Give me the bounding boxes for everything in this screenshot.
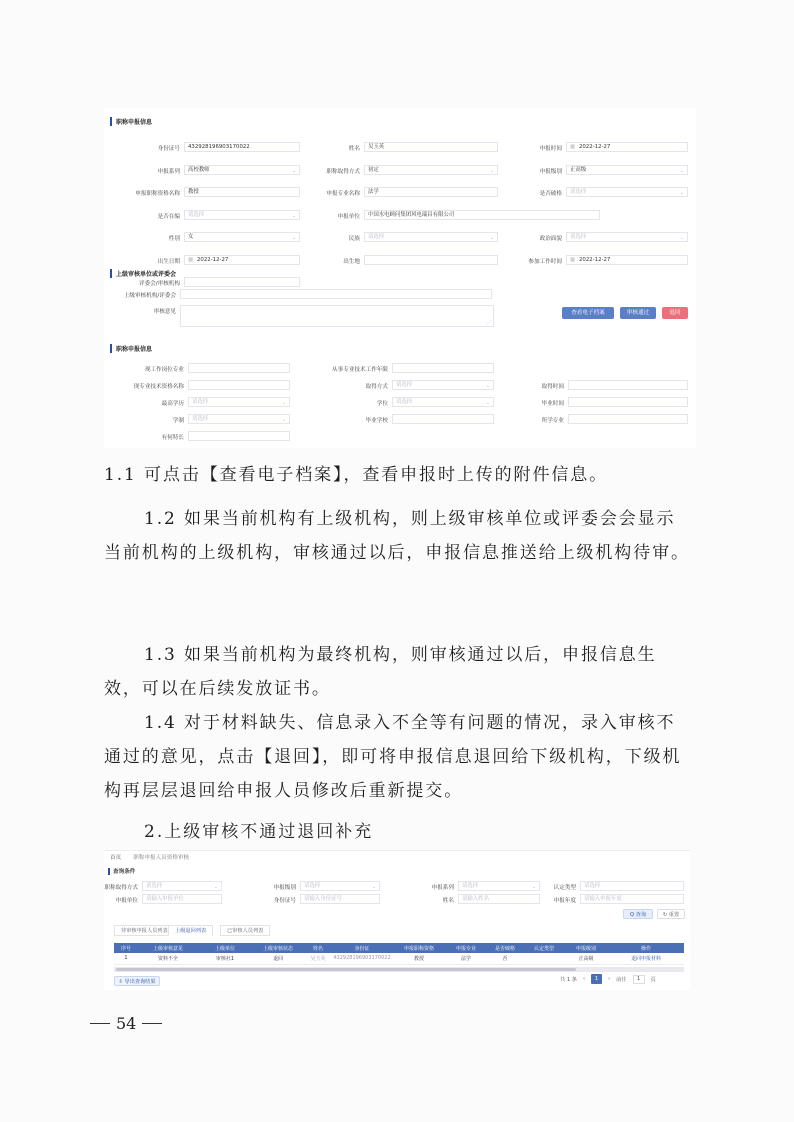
filter-filters_row1-3-label: 认定类型: [553, 885, 576, 891]
qual-3-1-field[interactable]: [392, 414, 494, 424]
filter-filters_row2-3-value: 请输入申报年度: [584, 896, 622, 902]
apply-2-2-label: 是否破格: [539, 191, 562, 197]
query-title: 查询条件: [113, 869, 136, 875]
chevron-down-icon[interactable]: ⌄: [291, 212, 296, 219]
filter-filters_row1-0-field[interactable]: [142, 881, 222, 891]
column-header: 申报级别: [564, 943, 608, 953]
apply-1-1-field[interactable]: [364, 165, 498, 175]
chevron-down-icon[interactable]: ⌄: [489, 235, 494, 241]
chevron-down-icon[interactable]: ⌄: [371, 884, 376, 890]
qual-1-0-label: 现专业技术资格名称: [133, 384, 184, 390]
filter-filters_row2-1-field[interactable]: [300, 894, 380, 904]
section-title: 职称申报信息: [116, 118, 153, 126]
tab-pending[interactable]: 待审核申报人员列表: [114, 925, 175, 936]
search-button[interactable]: Q 查询: [623, 909, 653, 919]
apply-0-0-label: 身份证号: [157, 146, 180, 152]
filter-filters_row1-1-field[interactable]: [300, 881, 380, 891]
qual-3-0-value: 请选择: [192, 416, 209, 422]
apply-4-0-label: 性别: [168, 236, 180, 242]
horizontal-scrollbar[interactable]: [114, 967, 684, 972]
apply-1-2-field[interactable]: [566, 165, 688, 175]
apply-5-1-field[interactable]: [364, 255, 498, 265]
filter-filters_row1-2-label: 申报系列: [431, 885, 454, 891]
filter-filters_row1-1-label: 申报级别: [273, 885, 296, 891]
qual-4-0-label: 有何特长: [161, 435, 184, 441]
scrollbar-thumb[interactable]: [116, 968, 576, 971]
apply-3-0-field[interactable]: [184, 210, 300, 220]
review-opinion-label: 审核意见: [153, 309, 176, 315]
column-header: 申报专业: [446, 943, 486, 953]
apply-2-1-value: 法学: [368, 189, 379, 195]
filter-filters_row1-3-field[interactable]: [580, 881, 684, 891]
chevron-down-icon[interactable]: ⌄: [281, 417, 286, 423]
table-cell: 教授: [392, 953, 446, 964]
qual-0-1-label: 从事专业技术工作年限: [332, 367, 388, 373]
apply-4-1-label: 民族: [348, 236, 360, 242]
table-cell: 退回: [252, 953, 304, 964]
section-header-review: [110, 268, 176, 278]
chevron-down-icon[interactable]: ⌄: [485, 400, 490, 406]
table-cell: 资料不全: [138, 953, 198, 964]
apply-4-0-field[interactable]: [184, 232, 300, 242]
breadcrumb: [104, 853, 690, 863]
apply-4-2-field[interactable]: [566, 232, 688, 242]
column-header: 认定类型: [524, 943, 564, 953]
chevron-down-icon[interactable]: ⌄: [679, 190, 684, 196]
apply-0-1-value: 吴玉英: [368, 144, 385, 150]
column-header: 姓名: [304, 943, 332, 953]
return-button[interactable]: 退回: [662, 307, 688, 319]
chevron-down-icon[interactable]: ⌄: [213, 884, 218, 890]
apply-1-0-label: 申报系列: [157, 168, 180, 175]
section-accent-bar: [110, 269, 112, 278]
qual-1-1-field[interactable]: [392, 380, 494, 390]
qual-2-1-value: 请选择: [396, 399, 413, 405]
page-number-text: 54: [116, 1014, 137, 1033]
breadcrumb-home[interactable]: 首页: [110, 855, 122, 861]
qual-0-0-field[interactable]: [188, 363, 290, 373]
apply-4-0-value: 女: [188, 234, 194, 240]
apply-3-0-value: 请选择: [188, 211, 205, 218]
applicant-table: [114, 943, 684, 965]
apply-3-1-field[interactable]: [364, 210, 600, 220]
pager-current-page[interactable]: 1: [591, 974, 602, 984]
page-number: [90, 1014, 162, 1033]
apply-5-2-label: 参加工作时间: [528, 258, 562, 265]
qual-2-0-label: 最高学历: [161, 401, 184, 407]
qual-2-0-value: 请选择: [192, 399, 209, 405]
column-header: 是否破格: [486, 943, 524, 953]
review-opinion-textarea[interactable]: [180, 305, 494, 327]
qual-0-1-field[interactable]: [392, 363, 494, 373]
filter-filters_row2-3-field[interactable]: [580, 894, 684, 904]
table-cell: 吴玉英: [304, 953, 332, 964]
column-header: 申报职称资格: [392, 943, 446, 953]
apply-5-0-value: 2022-12-27: [197, 256, 229, 263]
qual-2-2-label: 毕业时间: [541, 401, 564, 407]
apply-0-2-label: 申报时间: [539, 146, 562, 152]
apply-0-2-value: 2022-12-27: [579, 144, 611, 150]
qual-2-1-label: 学位: [376, 401, 388, 407]
filter-filters_row1-2-value: 请选择: [462, 883, 479, 889]
table-header-row: [114, 943, 684, 953]
breadcrumb-current[interactable]: 职称申报人员资格审核: [133, 855, 190, 861]
chevron-down-icon[interactable]: ⌄: [485, 383, 490, 389]
table-cell: 否: [486, 953, 524, 964]
qual-3-2-field[interactable]: [568, 414, 688, 424]
review-committee-field[interactable]: [180, 289, 492, 299]
section-header-qual: [110, 343, 152, 353]
table-cell: 1: [114, 953, 138, 964]
section-header-apply: [110, 116, 152, 126]
filter-filters_row2-0-field[interactable]: [142, 894, 222, 904]
apply-3-1-label: 申报单位: [337, 213, 360, 220]
apply-5-1-label: 出生地: [343, 258, 360, 265]
pager-goto-input[interactable]: 1: [633, 975, 645, 984]
column-header: 上级单位: [198, 943, 252, 953]
filter-filters_row1-1-value: 请选择: [304, 883, 321, 889]
apply-1-1-label: 职称取得方式: [326, 168, 360, 175]
filter-filters_row2-0-label: 申报单位: [115, 898, 138, 904]
apply-6-0-label: 评委会/审核机构: [138, 281, 180, 287]
apply-4-2-label: 政治面貌: [539, 236, 562, 242]
apply-2-0-value: 教授: [188, 189, 199, 195]
apply-5-2-value: 2022-12-27: [579, 256, 611, 263]
qual-4-0-field[interactable]: [188, 431, 290, 441]
filter-filters_row2-3-label: 申报年度: [553, 898, 576, 904]
filter-filters_row2-0-value: 请输入申报单位: [146, 896, 184, 902]
approval-form-screenshot: [104, 108, 696, 448]
apply-4-2-value: 请选择: [570, 234, 587, 240]
apply-3-0-label: 是否在编: [157, 213, 180, 220]
list-screenshot: [104, 850, 690, 990]
pager-prev-icon[interactable]: ‹: [582, 976, 586, 982]
apply-1-1-value: 初定: [368, 166, 379, 173]
export-button[interactable]: ⇩ 导出查询结果: [114, 976, 160, 986]
apply-2-2-value: 请选择: [570, 189, 587, 195]
query-header: [108, 867, 135, 875]
table-cell: 审核社1: [198, 953, 252, 964]
qual-2-1-field[interactable]: [392, 397, 494, 407]
apply-3-1-value: 中国水电顾问集团风电瑞昌有限公司: [368, 211, 455, 218]
apply-5-0-label: 出生日期: [157, 258, 180, 265]
apply-5-2-field[interactable]: [566, 255, 688, 265]
row-action-link[interactable]: 退回申报材料: [608, 953, 684, 964]
resize-grip-icon[interactable]: ⋰: [487, 320, 492, 326]
qual-3-0-label: 学制: [172, 418, 184, 424]
column-header: 序号: [114, 943, 138, 953]
apply-2-0-field[interactable]: [184, 187, 300, 197]
apply-4-1-field[interactable]: [364, 232, 498, 242]
qual-3-0-field[interactable]: [188, 414, 290, 424]
section-accent-bar: [108, 868, 110, 875]
apply-2-1-field[interactable]: [364, 187, 498, 197]
pager-page-label: 页: [650, 976, 656, 983]
column-header: 操作: [608, 943, 684, 953]
table-cell: 法学: [446, 953, 486, 964]
chevron-down-icon[interactable]: ⌄: [291, 235, 296, 241]
section-accent-bar: [110, 344, 112, 353]
section-accent-bar: [110, 117, 112, 126]
apply-1-2-label: 申报级别: [539, 168, 562, 175]
paragraph-1-2: 1.2 如果当前机构有上级机构，则上级审核单位或评委会会显示当前机构的上级机构，审核通过以后，申报信息推送给上级机构待审。: [104, 509, 690, 563]
calendar-icon: ▦: [570, 256, 576, 263]
section-title: 上级审核单位或评委会: [116, 270, 177, 278]
qual-2-2-field[interactable]: [568, 397, 688, 407]
column-header: 身份证: [332, 943, 392, 953]
table-cell: [524, 953, 564, 964]
filter-filters_row1-3-value: 请选择: [584, 883, 601, 889]
filter-filters_row2-2-value: 请输入姓名: [462, 896, 489, 902]
approve-button[interactable]: 审核通过: [620, 307, 656, 319]
qual-1-1-value: 请选择: [396, 382, 413, 388]
qual-1-2-label: 取得时间: [541, 384, 564, 390]
pager-total: 共 1 条: [560, 976, 577, 983]
pagination: [560, 974, 656, 984]
apply-1-2-value: 正高级: [570, 166, 587, 173]
chevron-down-icon[interactable]: ⌄: [291, 167, 296, 174]
apply-4-1-value: 请选择: [368, 234, 385, 240]
apply-0-2-field[interactable]: [566, 142, 688, 152]
filter-filters_row2-2-label: 姓名: [442, 898, 454, 904]
column-header: 上级审核状态: [252, 943, 304, 953]
apply-2-0-label: 申报职称资格名称: [135, 191, 180, 197]
chevron-down-icon[interactable]: ⌄: [679, 167, 684, 174]
qual-1-0-field[interactable]: [188, 380, 290, 390]
dash-left: [90, 1023, 110, 1024]
review-committee-label: 上级审核机构/评委会: [123, 293, 176, 299]
chevron-down-icon[interactable]: ⌄: [489, 167, 494, 174]
apply-1-0-field[interactable]: [184, 165, 300, 175]
pager-goto-label: 前往: [616, 976, 627, 983]
filter-filters_row1-0-value: 请选择: [146, 883, 163, 889]
apply-5-0-field[interactable]: [184, 255, 300, 265]
filter-filters_row1-0-label: 职称取得方式: [104, 885, 138, 891]
pager-next-icon[interactable]: ›: [608, 976, 611, 982]
tab-reviewed[interactable]: 已审核人员列表: [220, 925, 270, 936]
filter-filters_row2-1-value: 请输入身份证号: [304, 896, 342, 902]
apply-0-0-value: 432928196903170022: [188, 144, 250, 150]
apply-0-1-field[interactable]: [364, 142, 498, 152]
apply-6-0-field[interactable]: [184, 277, 300, 287]
qual-1-2-field[interactable]: [568, 380, 688, 390]
chevron-down-icon[interactable]: ⌄: [679, 235, 684, 241]
qual-0-0-label: 现工作岗位专业: [144, 367, 184, 373]
apply-2-1-label: 申报专业名称: [326, 191, 360, 197]
apply-2-2-field[interactable]: [566, 187, 688, 197]
table-cell: 正高级: [564, 953, 608, 964]
paragraph-1-4: 1.4 对于材料缺失、信息录入不全等有问题的情况，录入审核不通过的意见，点击【退回】，即可将申报信息退回给下级机构，下级机构再层层退回给申报人员修改后重新提交。: [104, 713, 682, 801]
table-row[interactable]: [114, 953, 684, 964]
view-archive-button[interactable]: 查看电子档案: [562, 307, 614, 319]
qual-3-1-label: 毕业学校: [365, 418, 388, 424]
paragraph-1-3: 1.3 如果当前机构为最终机构，则审核通过以后，申报信息生效，可以在后续发放证书。: [104, 645, 657, 699]
section-heading: 2.上级审核不通过退回补充: [144, 822, 374, 842]
apply-0-0-field[interactable]: [184, 142, 300, 152]
paragraph-1-1: 1.1 可点击【查看电子档案】，查看申报时上传的附件信息。: [104, 465, 609, 485]
calendar-icon: ▦: [570, 144, 576, 150]
qual-3-2-label: 所学专业: [541, 418, 564, 424]
section-title: 职称申报信息: [116, 345, 153, 353]
reset-button[interactable]: ↻ 重置: [657, 909, 685, 919]
calendar-icon: ▦: [188, 256, 194, 263]
qual-1-1-label: 取得方式: [365, 384, 388, 390]
dash-right: [142, 1023, 162, 1024]
filter-filters_row2-1-label: 身份证号: [273, 898, 296, 904]
export-button-label: 导出查询结果: [124, 979, 156, 985]
chevron-down-icon[interactable]: ⌄: [281, 400, 286, 406]
chevron-down-icon[interactable]: ⌄: [531, 884, 536, 890]
apply-1-0-value: 高校教师: [188, 166, 210, 173]
tab-returned[interactable]: 上级退回列表: [168, 925, 213, 936]
column-header: 上级审核意见: [138, 943, 198, 953]
qual-2-0-field[interactable]: [188, 397, 290, 407]
table-cell: 432928196903170022: [332, 953, 392, 964]
apply-0-1-label: 姓名: [348, 146, 360, 152]
